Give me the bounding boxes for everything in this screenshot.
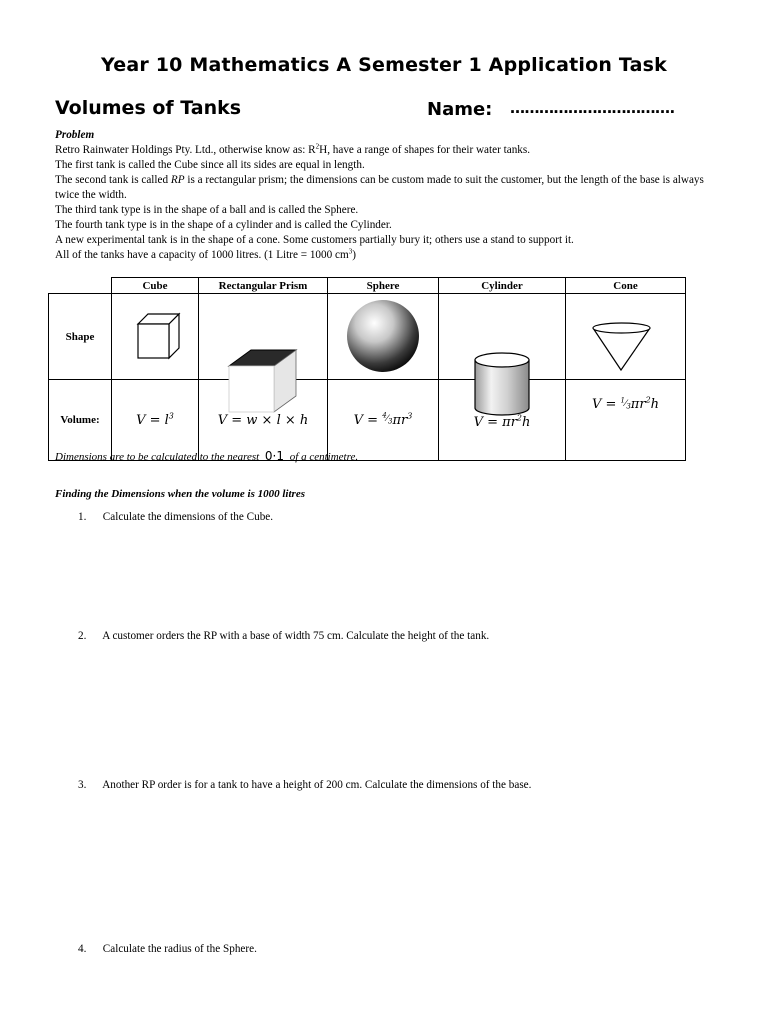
- name-field[interactable]: …………………………….: [510, 99, 675, 117]
- tank-shapes-table: [48, 277, 686, 461]
- worksheet-subtitle: Volumes of Tanks: [55, 97, 242, 119]
- rectangular-prism-formula: V = w × l × h: [199, 380, 328, 461]
- question-number: 4.: [78, 943, 87, 955]
- cube-shape-cell: [112, 294, 199, 380]
- cone-shape-cell: [566, 294, 686, 380]
- question-text: A customer orders the RP with a base of width 75 cm. Calculate the height of the tank.: [102, 630, 490, 642]
- sphere-icon: [328, 294, 438, 379]
- question-text: Another RP order is for a tank to have a height of 200 cm. Calculate the dimensions of the base.: [102, 779, 532, 791]
- column-header-sphere: Sphere: [328, 278, 439, 294]
- problem-line: The fourth tank type is in the shape of a cylinder and is called the Cylinder.: [55, 219, 392, 231]
- cylinder-formula: $V = \pi r^2h$: [439, 380, 566, 461]
- question-item: [78, 630, 489, 642]
- question-text: Calculate the radius of the Sphere.: [102, 943, 257, 955]
- rectangular-prism-shape-cell: [199, 294, 328, 380]
- table-corner: [49, 278, 112, 294]
- precision-note: [55, 449, 358, 463]
- problem-line: The second tank is called RP is a rectangular prism; the dimensions can be custom made to suit the customer, but the length of the base is always twice the width.: [55, 174, 704, 201]
- column-header-cone: Cone: [566, 278, 686, 294]
- question-number: 3.: [78, 779, 87, 791]
- question-number: 2.: [78, 630, 87, 642]
- question-text: Calculate the dimensions of the Cube.: [102, 511, 274, 523]
- cylinder-icon: [439, 294, 565, 414]
- column-header-rectangular-prism: Rectangular Prism: [199, 278, 328, 294]
- problem-line: All of the tanks have a capacity of 1000 litres. (1 Litre = 1000 $cm^3$): [55, 247, 356, 261]
- page-title: Year 10 Mathematics A Semester 1 Application Task: [101, 54, 667, 76]
- question-item: [78, 779, 531, 791]
- question-item: [78, 511, 273, 523]
- cube-formula: $V = l^3$: [112, 380, 199, 461]
- question-item: [78, 943, 257, 955]
- sphere-formula: $V = ^4⁄_3\pi r^3$: [328, 380, 439, 461]
- problem-line: The first tank is called the Cube since all its sides are equal in length.: [55, 159, 365, 171]
- column-header-cube: Cube: [112, 278, 199, 294]
- note-text-before: Dimensions are to be calculated to the nearest: [55, 451, 260, 463]
- cone-formula: $V = ^1⁄_3\pi r^2h$: [566, 380, 686, 461]
- note-text-after: of a centimetre.: [289, 451, 359, 463]
- problem-line: The third tank type is in the shape of a ball and is called the Sphere.: [55, 204, 359, 216]
- sphere-shape-cell: [328, 294, 439, 380]
- column-header-cylinder: Cylinder: [439, 278, 566, 294]
- problem-line: A new experimental tank is in the shape of a cone. Some customers partially bury it; others use a stand to support it.: [55, 234, 574, 246]
- row-label-shape: Shape: [49, 294, 112, 380]
- row-label-volume: Volume:: [49, 380, 112, 461]
- problem-section: [55, 128, 715, 263]
- question-number: 1.: [78, 511, 87, 523]
- rectangular-prism-icon: [199, 294, 327, 414]
- problem-line: Retro Rainwater Holdings Pty. Ltd., otherwise know as: $R^2H$, have a range of shapes for their water tanks.: [55, 142, 531, 156]
- name-label: Name:: [427, 99, 493, 120]
- section-heading: Finding the Dimensions when the volume is 1000 litres: [55, 488, 305, 500]
- cone-icon: [566, 294, 684, 379]
- problem-heading: Problem: [55, 129, 95, 141]
- note-value: 0·1: [264, 449, 285, 463]
- cylinder-shape-cell: [439, 294, 566, 380]
- cube-icon: [112, 294, 198, 379]
